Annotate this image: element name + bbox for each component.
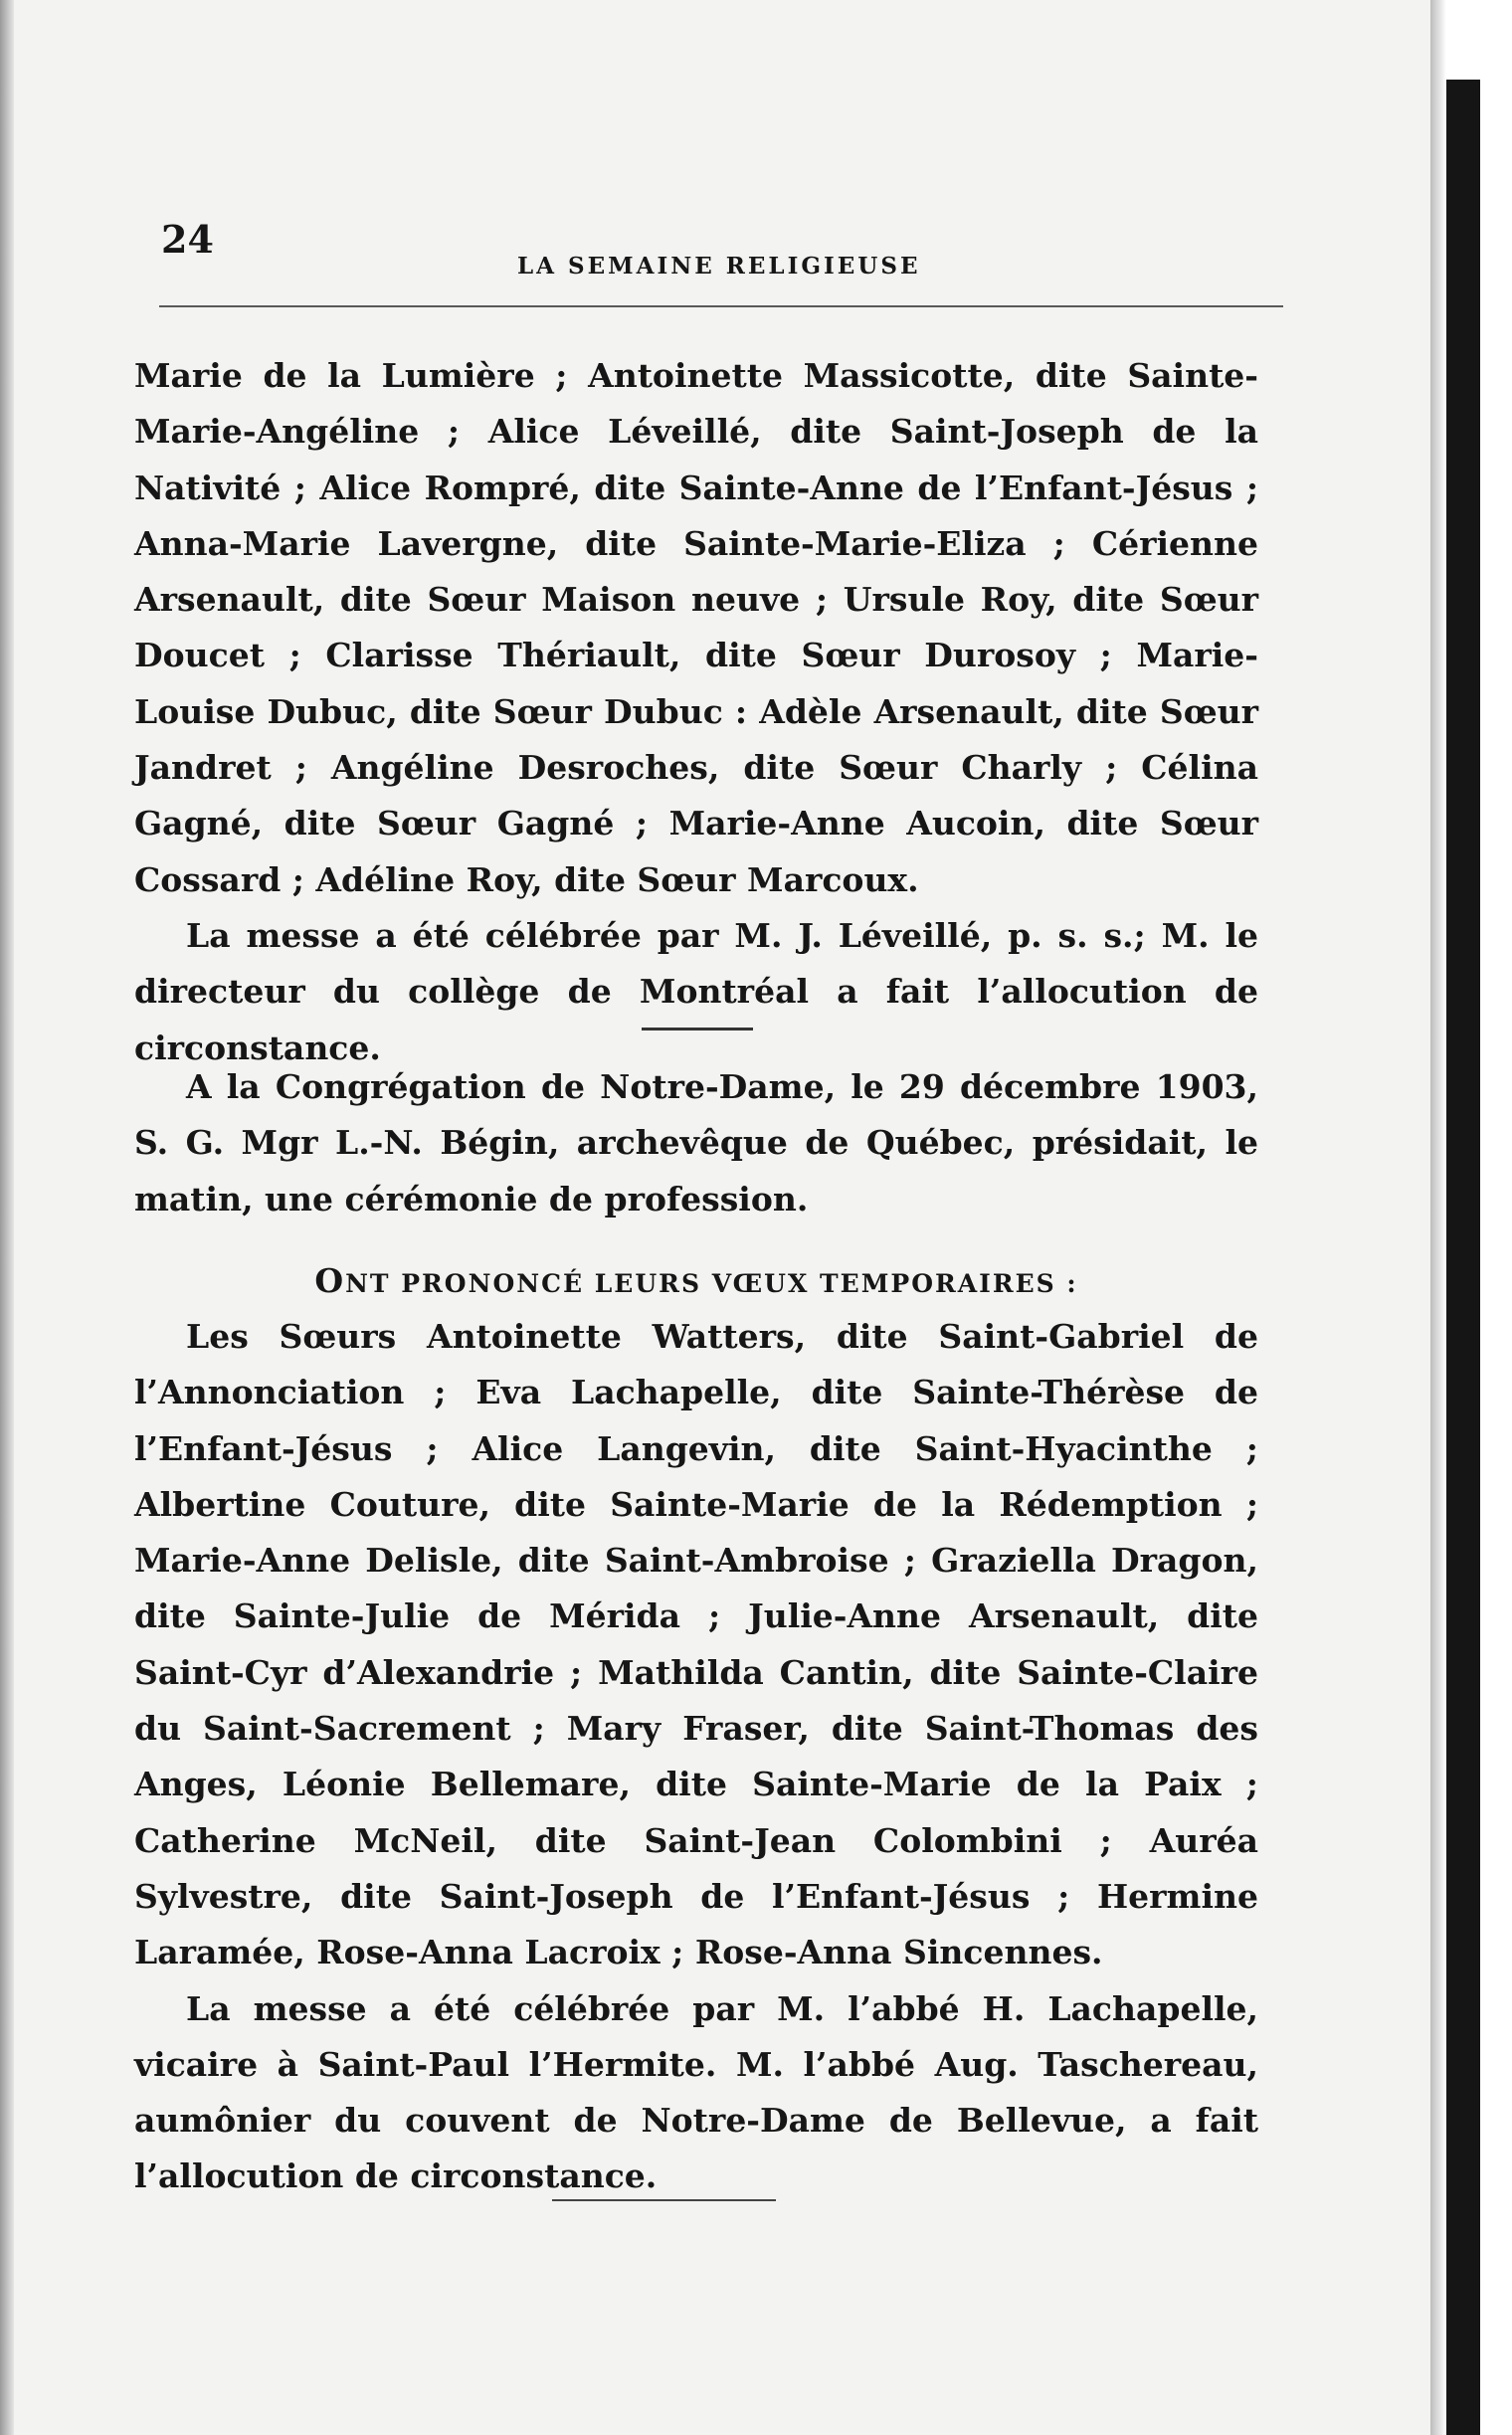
- section-divider: [642, 1028, 753, 1030]
- scan-left-edge: [0, 0, 14, 2435]
- page-number: 24: [161, 217, 214, 262]
- vows-heading-initial: O: [314, 1261, 346, 1300]
- section-two-body: [134, 1309, 1258, 2205]
- profession-intro-paragraph: A la Congrégation de Notre-Dame, le 29 décembre 1903, S. G. Mgr L.-N. Bégin, archevêque de Québec, présidait, le matin, une cérémonie de profession.: [134, 1067, 1258, 1218]
- scan-right-margin: [1480, 0, 1512, 2435]
- binding-edge: [1446, 80, 1480, 2435]
- end-rule: [552, 2199, 776, 2201]
- section-one: [134, 348, 1258, 1076]
- closing-paragraph: La messe a été célébrée par M. l’abbé H. Lachapelle, vicaire à Saint-Paul l’Hermite. M. l’abbé Aug. Taschereau, aumônier du couvent de Notre-Dame de Bellevue, a fait l’allocution de circonstance.: [134, 1988, 1258, 2196]
- header-rule: [159, 305, 1283, 307]
- page-gutter-shadow: [1430, 0, 1446, 2435]
- vows-heading-text: NT PRONONCÉ LEURS VŒUX TEMPORAIRES :: [345, 1269, 1078, 1298]
- running-title: LA SEMAINE RELIGIEUSE: [517, 253, 921, 280]
- section-two-intro: [134, 1059, 1258, 1227]
- name-list-paragraph: Marie de la Lumière ; Antoinette Massicotte, dite Sainte-Marie-Angéline ; Alice Léveillé, dite Saint-Joseph de la Nativité ; Alice Rompré, dite Sainte-Anne de l’Enfant-Jésus ; Anna-Marie Lavergne, dite Sainte-Marie-Eliza ; Cérienne Arsenault, dite Sœur Maison neuve ; Ursule Roy, dite Sœur Doucet ; Clarisse Thériault, dite Sœur Durosoy ; Marie-Louise Dubuc, dite Sœur Dubuc : Adèle Arsenault, dite Sœur Jandret ; Angéline Desroches, dite Sœur Charly ; Célina Gagné, dite Sœur Gagné ; Marie-Anne Aucoin, dite Sœur Cossard ; Adéline Roy, dite Sœur Marcoux.: [134, 356, 1258, 899]
- sisters-names-paragraph: Les Sœurs Antoinette Watters, dite Saint-Gabriel de l’Annonciation ; Eva Lachapelle, dite Sainte-Thérèse de l’Enfant-Jésus ; Alice Langevin, dite Saint-Hyacinthe ; Albertine Couture, dite Sainte-Marie de la Rédemption ; Marie-Anne Delisle, dite Saint-Ambroise ; Graziella Dragon, dite Sainte-Julie de Mérida ; Julie-Anne Arsenault, dite Saint-Cyr d’Alexandrie ; Mathilda Cantin, dite Sainte-Claire du Saint-Sacrement ; Mary Fraser, dite Saint-Thomas des Anges, Léonie Bellemare, dite Sainte-Marie de la Paix ; Catherine McNeil, dite Saint-Jean Colombini ; Auréa Sylvestre, dite Saint-Joseph de l’Enfant-Jésus ; Hermine Laramée, Rose-Anna Lacroix ; Rose-Anna Sincennes.: [134, 1317, 1258, 1972]
- mass-paragraph: La messe a été célébrée par M. J. Léveillé, p. s. s.; M. le directeur du collège de Montréal a fait l’allocution de circonstance.: [134, 915, 1258, 1067]
- vows-heading: [134, 1261, 1258, 1300]
